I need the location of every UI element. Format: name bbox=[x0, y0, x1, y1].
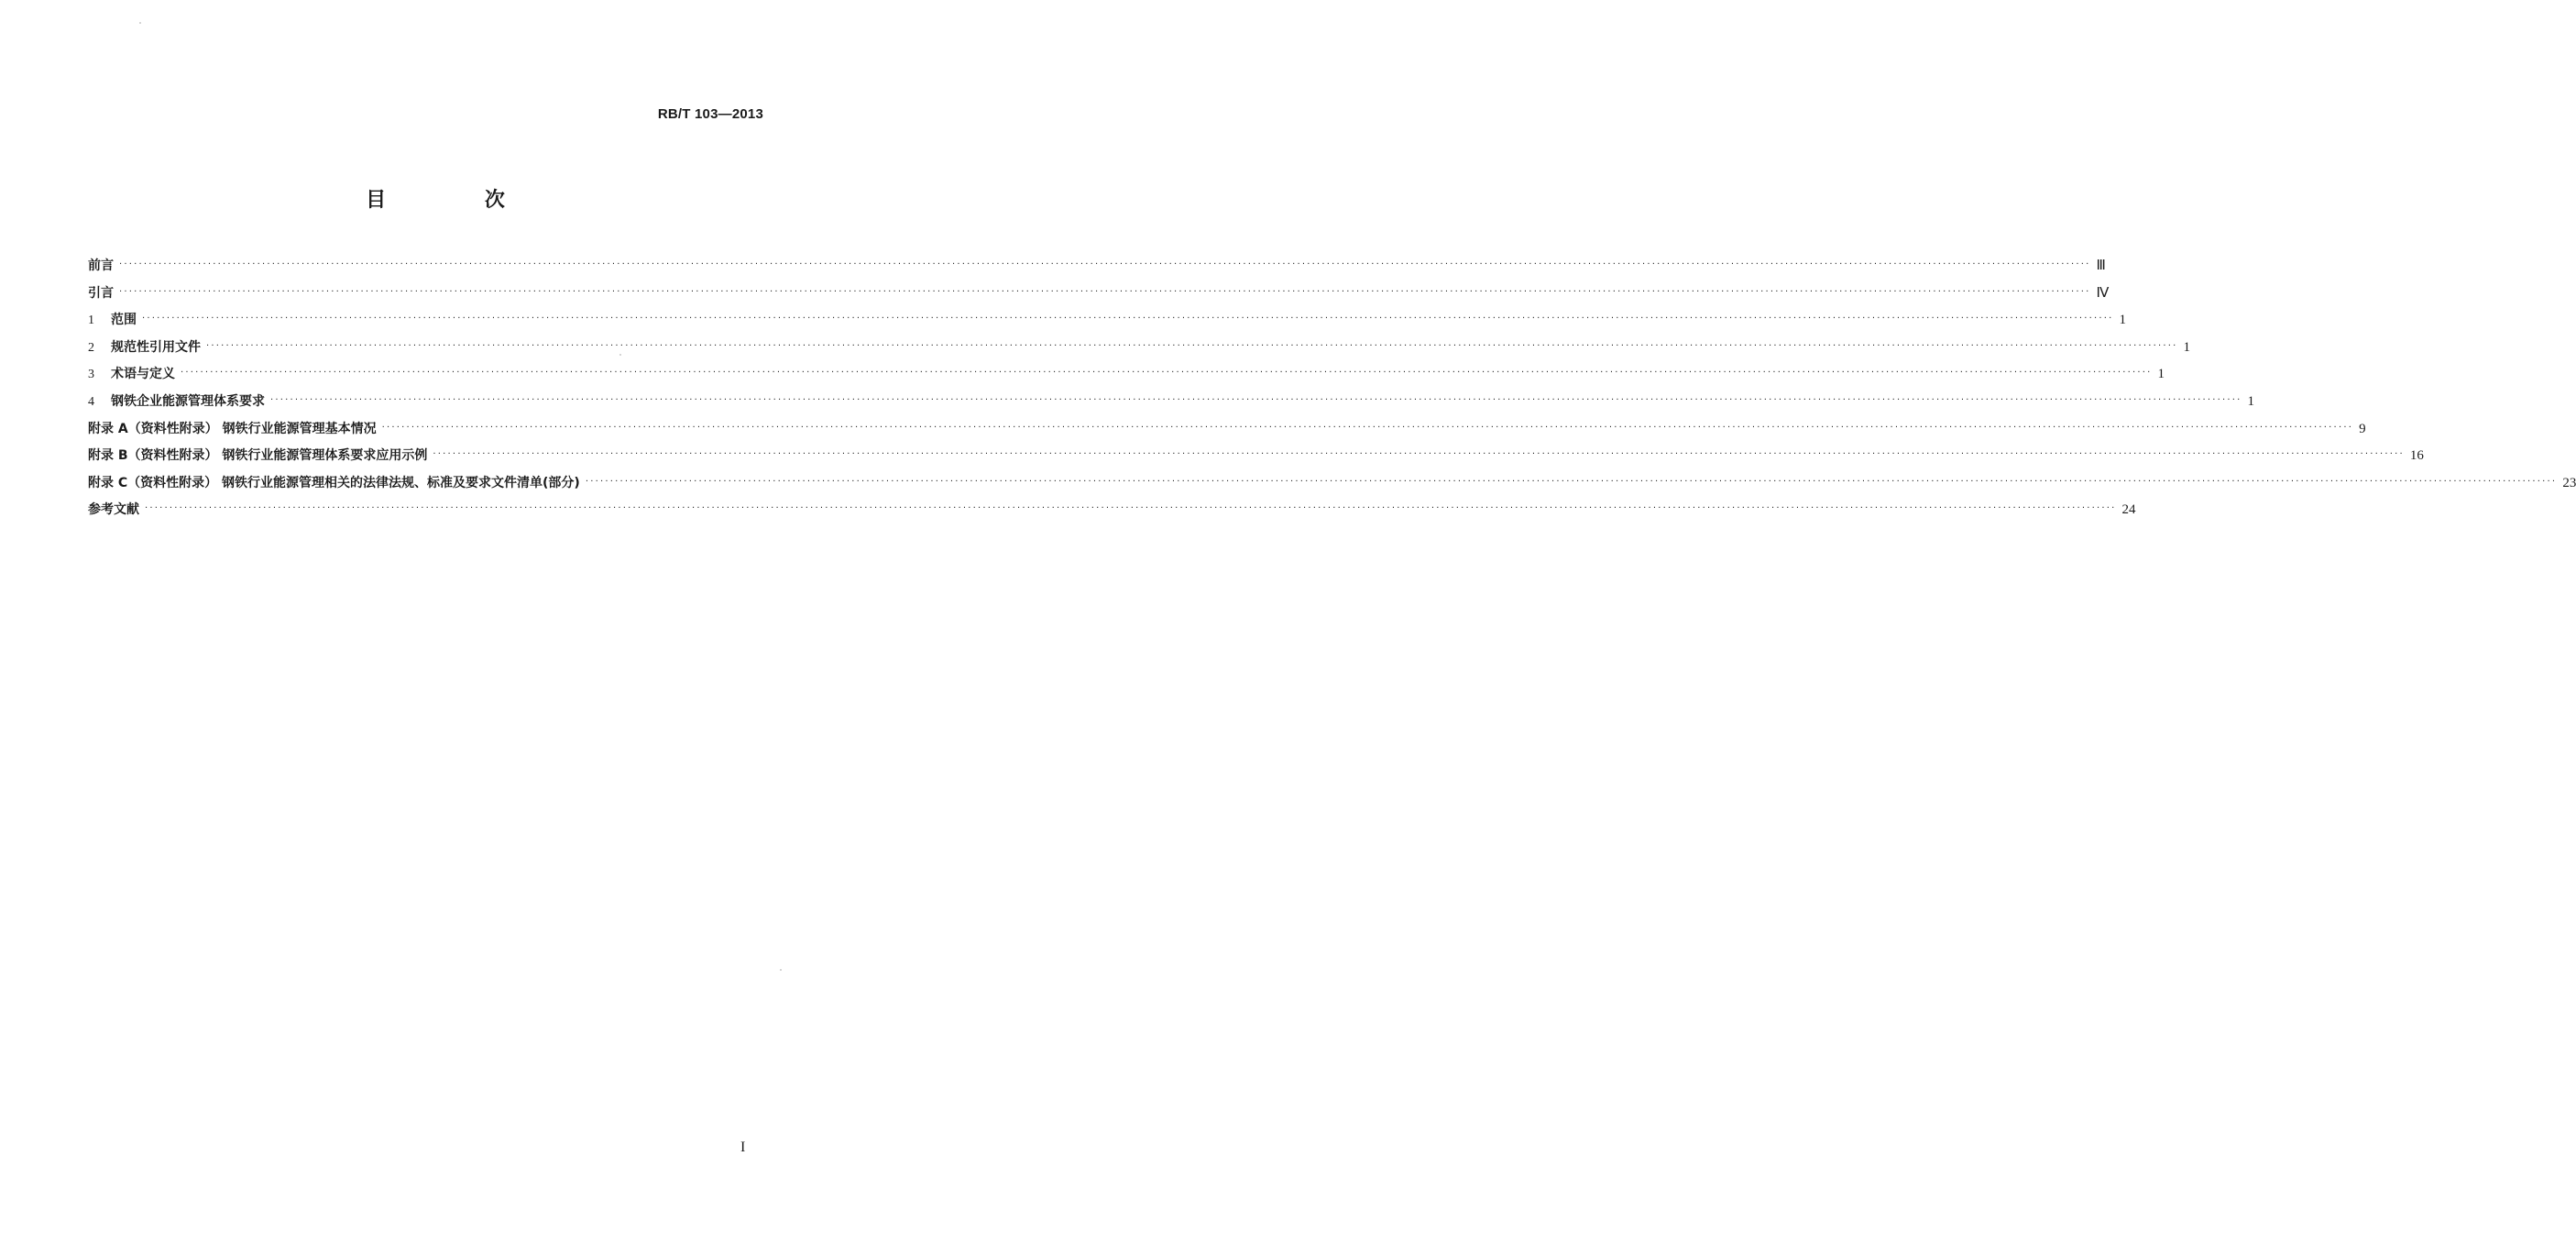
toc-entry[interactable] bbox=[88, 283, 2110, 311]
toc-entry-label: 引言 bbox=[88, 285, 114, 301]
dot-leader: ················································································································································································································································································································································································································ bbox=[142, 314, 2114, 325]
toc-entry-number: 3 bbox=[88, 368, 94, 382]
toc-entry-text: 范围 bbox=[111, 313, 137, 328]
toc-entry[interactable] bbox=[88, 364, 2165, 391]
toc-entry-page: 24 bbox=[2121, 502, 2136, 518]
dot-leader: ················································································································································································································································································································································································································ bbox=[145, 503, 2117, 514]
toc-entry[interactable] bbox=[88, 500, 2136, 527]
toc-entry-number: 4 bbox=[88, 394, 94, 409]
scan-speck bbox=[780, 969, 782, 971]
toc-entry-number: 2 bbox=[88, 340, 94, 355]
toc-entry-label: 前言 bbox=[88, 259, 114, 273]
toc-entry[interactable] bbox=[88, 391, 2254, 419]
toc-entry-text: 术语与定义 bbox=[111, 367, 175, 382]
dot-leader: ················································································································································································································································································································································································································ bbox=[206, 340, 2178, 351]
standard-code: RB/T 103—2013 bbox=[657, 106, 763, 122]
toc-entry[interactable] bbox=[88, 446, 2424, 473]
toc-entry[interactable] bbox=[88, 256, 2106, 283]
toc-entry-label bbox=[88, 310, 137, 331]
table-of-contents bbox=[88, 256, 2576, 527]
toc-entry-page: Ⅲ bbox=[2096, 259, 2106, 273]
toc-entry-label: 附录 B（资料性附录） 钢铁行业能源管理体系要求应用示例 bbox=[88, 448, 428, 464]
toc-entry-page: 16 bbox=[2409, 448, 2424, 464]
toc-entry-label bbox=[88, 391, 265, 413]
toc-entry-label: 参考文献 bbox=[88, 502, 139, 518]
toc-entry-text: 钢铁企业能源管理体系要求 bbox=[111, 393, 265, 409]
scan-speck bbox=[139, 22, 141, 24]
dot-leader: ················································································································································································································································································································································································································ bbox=[119, 286, 2091, 297]
toc-entry[interactable] bbox=[88, 310, 2126, 337]
toc-entry-label bbox=[88, 337, 201, 358]
scan-speck bbox=[619, 354, 621, 356]
toc-entry-page: 23 bbox=[2562, 475, 2576, 490]
toc-entry-text: 规范性引用文件 bbox=[111, 339, 201, 355]
toc-entry-page: 1 bbox=[2119, 313, 2126, 328]
toc-entry-page: Ⅳ bbox=[2096, 285, 2110, 301]
toc-entry-page: 1 bbox=[2183, 339, 2190, 355]
toc-entry[interactable] bbox=[88, 419, 2366, 446]
toc-entry[interactable] bbox=[88, 337, 2190, 365]
toc-entry-number: 1 bbox=[88, 314, 94, 328]
dot-leader: ················································································································································································································································································································································································································ bbox=[270, 394, 2242, 405]
toc-entry-label: 附录 C（资料性附录） 钢铁行业能源管理相关的法律法规、标准及要求文件清单(部分) bbox=[88, 475, 580, 490]
dot-leader: ················································································································································································································································································································································································································ bbox=[381, 422, 2354, 433]
toc-entry[interactable] bbox=[88, 473, 2576, 501]
dot-leader: ················································································································································································································································································································································································································ bbox=[433, 449, 2405, 460]
dot-leader: ················································································································································································································································································································································································································ bbox=[181, 368, 2153, 379]
toc-title: 目 次 bbox=[366, 189, 551, 212]
page-number: I bbox=[740, 1139, 746, 1155]
toc-entry-page: 9 bbox=[2359, 421, 2366, 436]
toc-entry-page: 1 bbox=[2247, 393, 2254, 409]
dot-leader: ················································································································································································································································································································································································································ bbox=[585, 476, 2558, 487]
toc-entry-label: 附录 A（资料性附录） 钢铁行业能源管理基本情况 bbox=[88, 421, 377, 436]
toc-entry-page: 1 bbox=[2157, 367, 2165, 382]
dot-leader: ················································································································································································································································································································································································································ bbox=[119, 259, 2091, 270]
toc-entry-label bbox=[88, 364, 175, 385]
